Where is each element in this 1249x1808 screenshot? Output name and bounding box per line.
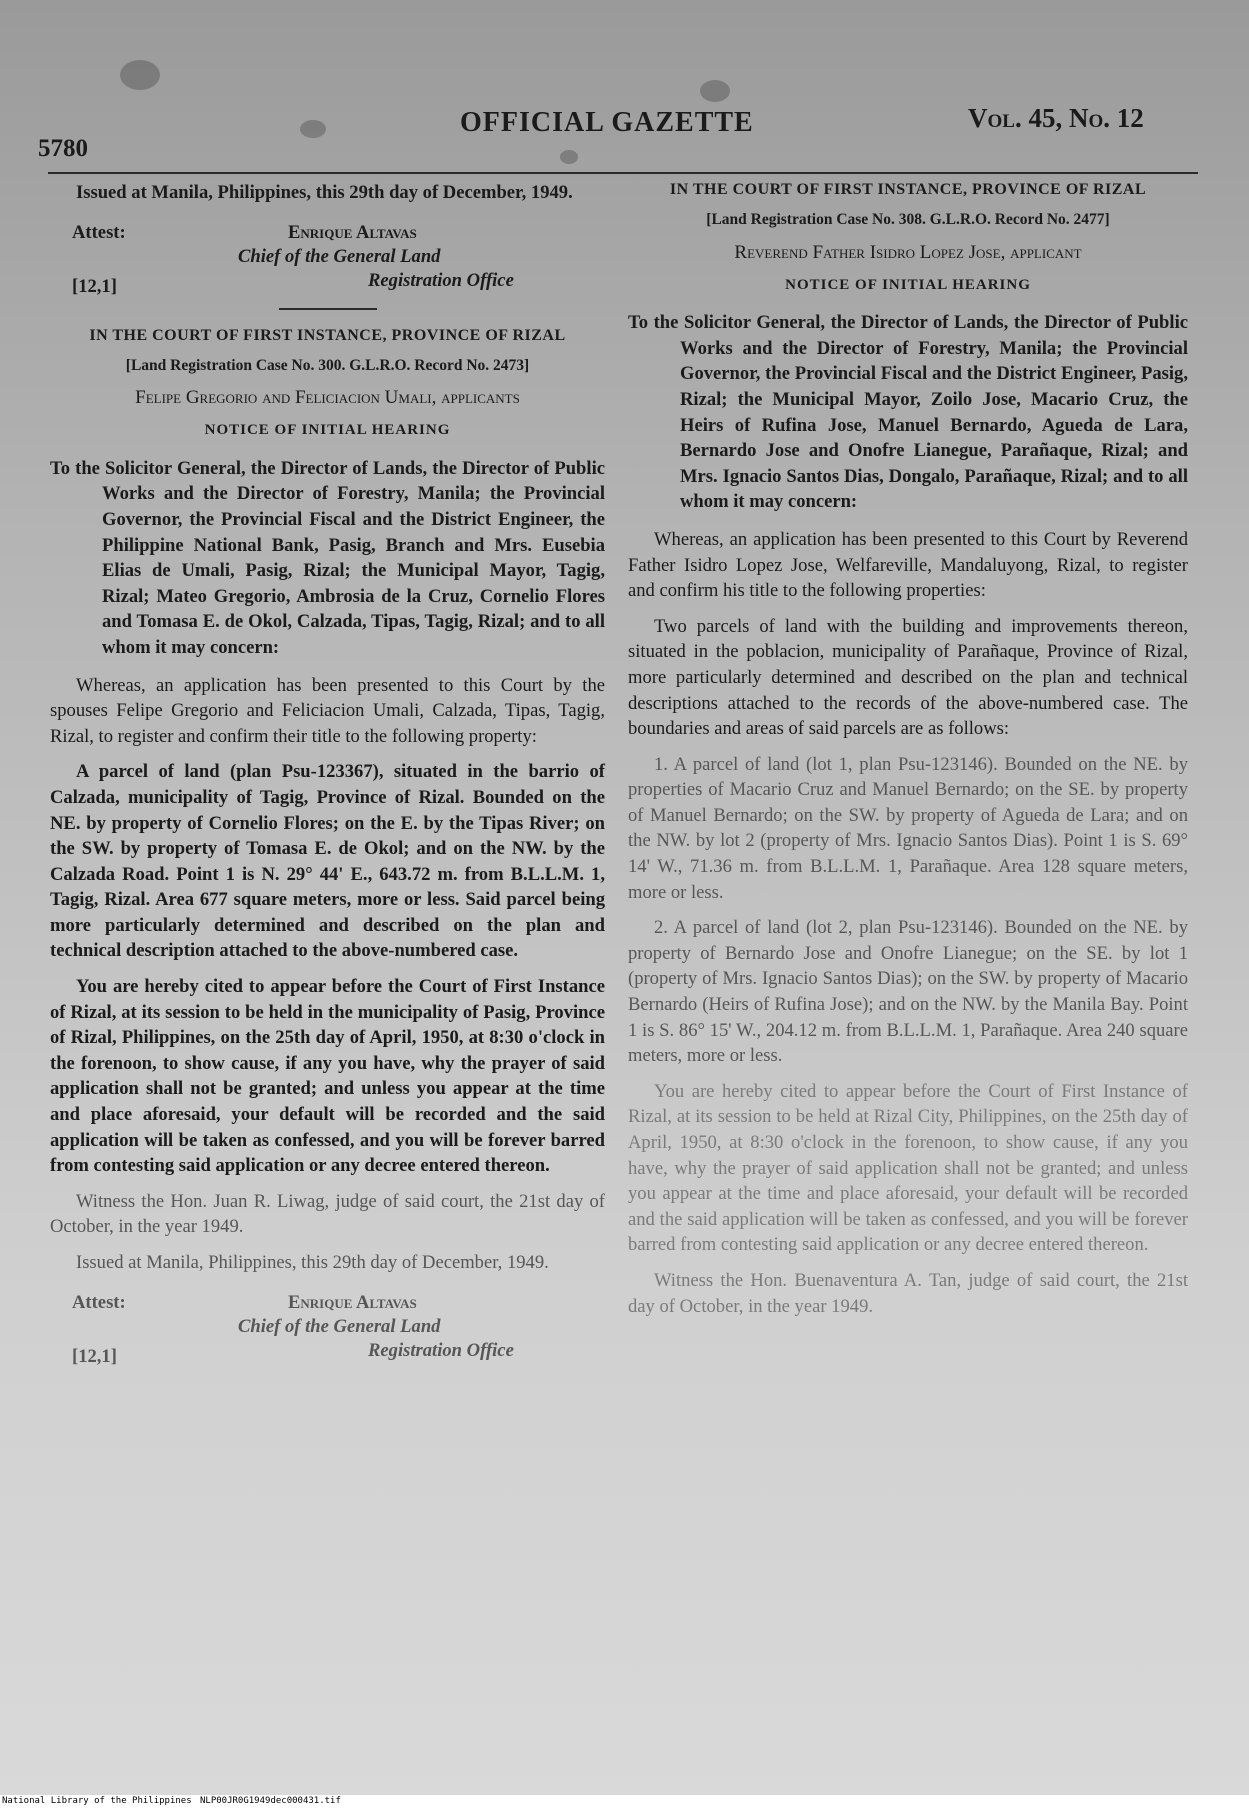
case-reference: [Land Registration Case No. 300. G.L.R.O. Record No. 2473] <box>125 356 530 374</box>
stain-mark <box>120 60 160 90</box>
issue-code: [12,1] <box>72 1345 117 1367</box>
page-header <box>0 95 1249 162</box>
court-heading: IN THE COURT OF FIRST INSTANCE, PROVINCE OF RIZAL <box>89 326 566 344</box>
section-separator <box>279 308 377 310</box>
applicant-names: Felipe Gregorio and Feliciacion Umali, applicants <box>135 387 520 409</box>
publication-title: OFFICIAL GAZETTE <box>460 107 754 138</box>
witness-paragraph: Witness the Hon. Buenaventura A. Tan, judge of said court, the 21st day of October, in the year 1949. <box>628 1269 1188 1317</box>
attest-label: Attest: <box>72 1291 126 1313</box>
attest-name: Enrique Altavas <box>288 221 417 243</box>
case-reference: [Land Registration Case No. 308. G.L.R.O. Record No. 2477] <box>706 211 1110 228</box>
issued-statement: Issued at Manila, Philippines, this 29th day of December, 1949. <box>76 182 573 203</box>
notice-heading: NOTICE OF INITIAL HEARING <box>785 276 1031 293</box>
citation-paragraph: You are hereby cited to appear before the Court of First Instance of Rizal, at its session to be held at Rizal City, Philippines, on the 25th day of April, 1950, at 8:30 o'clock in the forenoon, to show cause, if any you have, why the prayer of said application shall not be granted; and unless you appear at the time and place aforesaid, your default will be recorded and the said application will be taken as confessed, and you will be forever barred from contesting said application or any decree entered thereon. <box>628 1080 1188 1256</box>
right-column <box>628 172 1188 1329</box>
witness-paragraph: Witness the Hon. Juan R. Liwag, judge of said court, the 21st day of October, in the year 1949. <box>50 1190 605 1238</box>
notice-addressees: To the Solicitor General, the Director of Lands, the Director of Public Works and the Director of Forestry, Manila; the Provincial Governor, the Provincial Fiscal and the District Engineer, Pasig, Rizal; the Municipal Mayor, Zoilo Jose, Macario Cruz, the Heirs of Rufina Jose, Manuel Bernardo, Agueda de Lara, Bernardo Jose and Onofre Lianegue, Parañaque, Rizal; and Mrs. Ignacio Santos Dias, Dongalo, Parañaque, Rizal; and to all whom it may concern: <box>628 312 1188 513</box>
parcel-description: 2. A parcel of land (lot 2, plan Psu-123146). Bounded on the NE. by property of Bernardo Jose and Onofre Lianegue; on the SE. by lot 1 (property of Mrs. Ignacio Santos Dias); on the SW. by property of Macario Bernardo (Heirs of Rufina Jose); and on the NW. by the Manila Bay. Point 1 is S. 86° 15' W., 204.12 m. from B.L.L.M. 1, Parañaque. Area 240 square meters, more or less. <box>628 917 1188 1067</box>
whereas-paragraph: Whereas, an application has been presented to this Court by the spouses Felipe Gregorio and Feliciacion Umali, Calzada, Tipas, Tagig, Rizal, to register and confirm their title to the following property: <box>50 674 605 747</box>
volume-label: Vol. 45, No. 12 <box>968 103 1144 133</box>
attest-block <box>50 1286 605 1372</box>
attest-title: Registration Office <box>368 269 514 291</box>
notice-heading: NOTICE OF INITIAL HEARING <box>204 422 451 439</box>
scan-filename: NLP00JR0G1949dec000431.tif <box>200 1796 341 1806</box>
court-heading: IN THE COURT OF FIRST INSTANCE, PROVINCE OF RIZAL <box>669 181 1147 198</box>
page-number: 5780 <box>38 135 88 162</box>
applicant-names: Reverend Father Isidro Lopez Jose, applicant <box>734 241 1082 263</box>
library-credit: National Library of the Philippines <box>2 1796 192 1806</box>
attest-title: Registration Office <box>368 1339 514 1361</box>
notice-addressees: To the Solicitor General, the Director of Lands, the Director of Public Works and the Director of Forestry, Manila; the Provincial Governor, the Provincial Fiscal and the District Engineer, the Philippine National Bank, Pasig, Branch and Mrs. Eusebia Elias de Umali, Pasig, Rizal; the Municipal Mayor, Tagig, Rizal; Mateo Gregorio, Ambrosia de la Cruz, Cornelio Flores and Tomasa E. de Okol, Calzada, Tipas, Tagig, Rizal; and to all whom it may concern: <box>50 457 605 658</box>
citation-paragraph: You are hereby cited to appear before the Court of First Instance of Rizal, at its session to be held in the municipality of Pasig, Province of Rizal, Philippines, on the 25th day of April, 1950, at 8:30 o'clock in the forenoon, to show cause, if any you have, why the prayer of said application shall not be granted; and unless you appear at the time and place aforesaid, your default will be recorded and the said application will be taken as confessed, and you will be forever barred from contesting said application or any decree entered thereon. <box>50 976 605 1177</box>
scan-footer <box>0 1795 1249 1808</box>
issue-code: [12,1] <box>72 275 117 297</box>
parcels-intro: Two parcels of land with the building and improvements thereon, situated in the poblacion, municipality of Parañaque, Province of Rizal, more particularly determined and described on the plan and technical descriptions attached to the records of the above-numbered case. The boundaries and areas of said parcels are as follows: <box>628 615 1188 740</box>
left-column <box>50 180 605 1378</box>
attest-name: Enrique Altavas <box>288 1291 417 1313</box>
attest-label: Attest: <box>72 221 126 243</box>
parcel-description: 1. A parcel of land (lot 1, plan Psu-123146). Bounded on the NE. by properties of Macario Cruz and Manuel Bernardo; on the SE. by property of Manuel Bernardo; on the SW. by property of Agueda de Lara; and on the NW. by lot 2 (property of Mrs. Ignacio Santos Dias). Point 1 is S. 69° 14' W., 71.36 m. from B.L.L.M. 1, Parañaque. Area 128 square meters, more or less. <box>628 753 1188 903</box>
whereas-paragraph: Whereas, an application has been presented to this Court by Reverend Father Isidro Lopez Jose, Welfareville, Mandaluyong, Rizal, to register and confirm his title to the following properties: <box>628 528 1188 602</box>
attest-title: Chief of the General Land <box>238 245 441 267</box>
attest-block <box>50 216 605 302</box>
attest-title: Chief of the General Land <box>238 1315 441 1337</box>
parcel-description: A parcel of land (plan Psu-123367), situated in the barrio of Calzada, municipality of Tagig, Province of Rizal. Bounded on the NE. by property of Cornelio Flores; on the E. by the Tipas River; on the SW. by property of Tomasa E. de Okol; and on the NW. by the Calzada Road. Point 1 is N. 29° 44' E., 643.72 m. from B.L.L.M. 1, Tagig, Rizal. Area 677 square meters, more or less. Said parcel being more particularly determined and described on the plan and technical description attached to the above-numbered case. <box>50 761 605 962</box>
issued-statement: Issued at Manila, Philippines, this 29th day of December, 1949. <box>76 1252 549 1273</box>
